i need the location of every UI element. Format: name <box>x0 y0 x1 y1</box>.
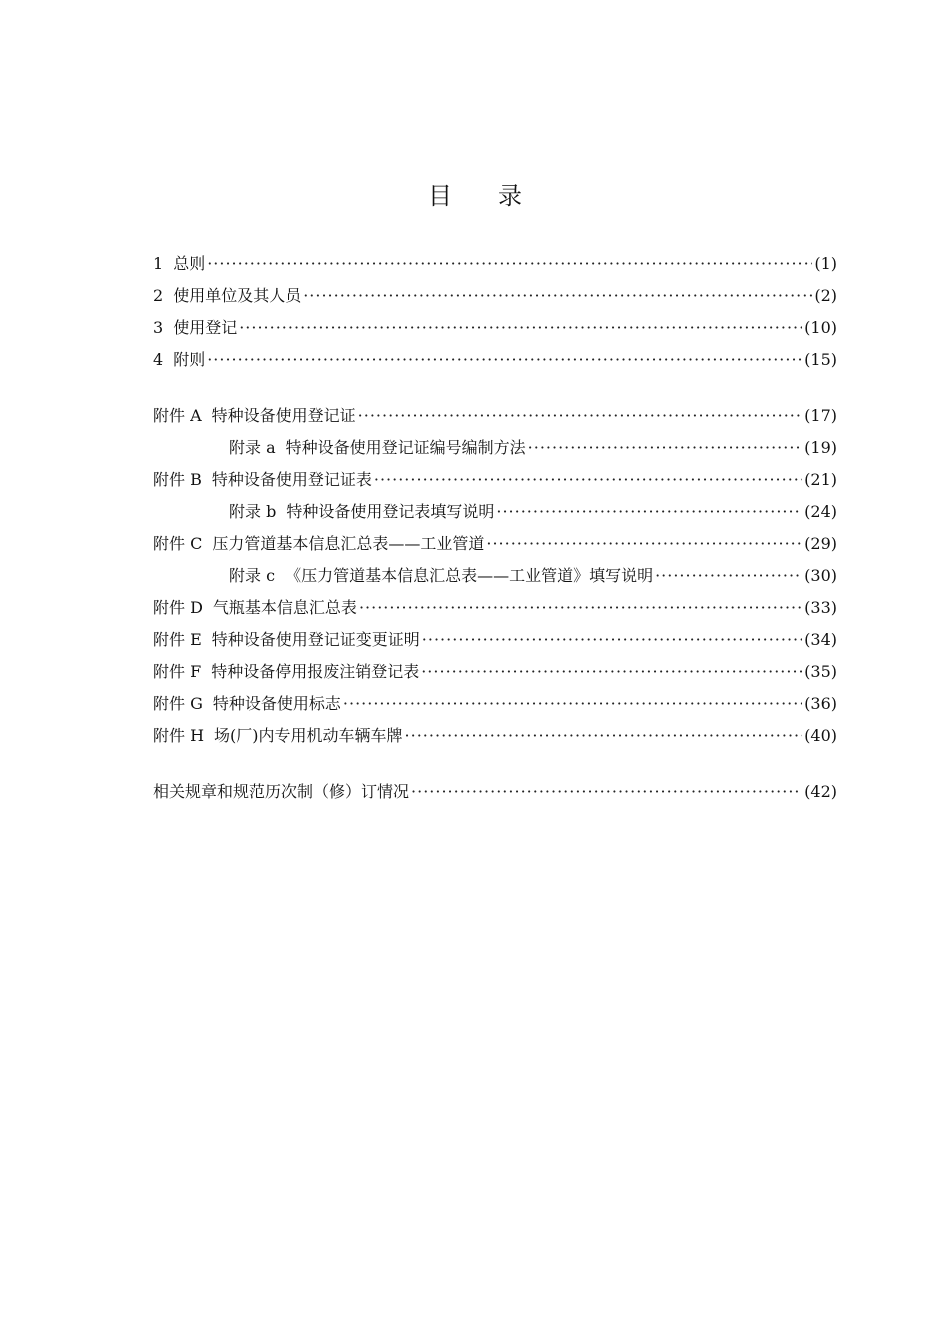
toc-entry-prefix: 附录 b <box>229 502 277 521</box>
toc-entry-prefix: 附件 D <box>153 598 203 617</box>
toc-entry-page: (1) <box>814 254 837 273</box>
dot-leader <box>486 528 802 560</box>
toc-entry-appendix-b[interactable] <box>153 496 837 528</box>
toc-entry-label: 特种设备使用登记证 <box>211 406 356 425</box>
dot-leader <box>303 280 812 312</box>
toc-entry-page: (15) <box>804 350 837 369</box>
dot-leader <box>239 312 802 344</box>
dot-leader <box>496 496 802 528</box>
dot-leader <box>207 344 802 376</box>
dot-leader <box>343 688 802 720</box>
toc-entry-annex-d[interactable] <box>153 592 837 624</box>
dot-leader <box>411 776 802 808</box>
toc-entry-label: 相关规章和规范历次制（修）订情况 <box>153 782 410 801</box>
toc-entry-label: 特种设备使用登记证变更证明 <box>211 630 420 649</box>
toc-entry-label: 场(厂)内专用机动车辆车牌 <box>214 726 403 745</box>
toc-entry-page: (19) <box>804 438 837 457</box>
page-title <box>0 178 950 214</box>
toc-entry-prefix: 附件 H <box>153 726 205 745</box>
dot-leader <box>528 432 803 464</box>
dot-leader <box>358 400 802 432</box>
toc-entry-annex-f[interactable] <box>153 656 837 688</box>
toc-entry-page: (17) <box>804 406 837 425</box>
toc-entry-label: 《压力管道基本信息汇总表——工业管道》填写说明 <box>285 566 654 585</box>
toc-entry-annex-b[interactable] <box>153 464 837 496</box>
toc-entry-number: 4 <box>153 350 164 369</box>
toc-entry-chapter-3[interactable] <box>153 312 837 344</box>
toc-entry-prefix: 附录 c <box>229 566 276 585</box>
toc-entry-prefix: 附件 C <box>153 534 203 553</box>
toc-entry-prefix: 附录 a <box>229 438 276 457</box>
toc-entry-page: (29) <box>804 534 837 553</box>
title-char-left: 目 <box>428 182 452 210</box>
table-of-contents <box>153 248 837 808</box>
toc-entry-page: (40) <box>804 726 837 745</box>
title-char-right: 录 <box>498 182 522 210</box>
toc-entry-prefix: 附件 G <box>153 694 203 713</box>
toc-entry-history[interactable] <box>153 776 837 808</box>
toc-entry-label: 特种设备使用登记证编号编制方法 <box>285 438 526 457</box>
toc-entry-label: 压力管道基本信息汇总表——工业管道 <box>212 534 485 553</box>
dot-leader <box>207 248 812 280</box>
toc-entry-label: 特种设备停用报废注销登记表 <box>211 662 420 681</box>
toc-entry-page: (24) <box>804 502 837 521</box>
toc-entry-page: (34) <box>804 630 837 649</box>
toc-entry-annex-g[interactable] <box>153 688 837 720</box>
dot-leader <box>422 624 802 656</box>
toc-entry-number: 3 <box>153 318 164 337</box>
toc-entry-prefix: 附件 E <box>153 630 202 649</box>
toc-entry-annex-a[interactable] <box>153 400 837 432</box>
toc-entry-label: 总则 <box>173 254 206 273</box>
toc-entry-page: (36) <box>804 694 837 713</box>
toc-entry-label: 附则 <box>173 350 206 369</box>
dot-leader <box>655 560 802 592</box>
toc-entry-annex-h[interactable] <box>153 720 837 752</box>
section-spacer <box>153 376 837 400</box>
toc-entry-appendix-c[interactable] <box>153 560 837 592</box>
toc-entry-page: (30) <box>804 566 837 585</box>
toc-entry-page: (33) <box>804 598 837 617</box>
toc-entry-annex-e[interactable] <box>153 624 837 656</box>
toc-entry-chapter-1[interactable] <box>153 248 837 280</box>
toc-entry-page: (2) <box>814 286 837 305</box>
toc-entry-label: 特种设备使用标志 <box>212 694 341 713</box>
toc-entry-chapter-2[interactable] <box>153 280 837 312</box>
toc-entry-page: (21) <box>804 470 837 489</box>
toc-entry-prefix: 附件 A <box>153 406 202 425</box>
toc-entry-label: 气瓶基本信息汇总表 <box>212 598 357 617</box>
toc-entry-prefix: 附件 B <box>153 470 202 489</box>
toc-entry-number: 1 <box>153 254 164 273</box>
toc-entry-chapter-4[interactable] <box>153 344 837 376</box>
dot-leader <box>405 720 803 752</box>
dot-leader <box>359 592 802 624</box>
toc-entry-page: (10) <box>804 318 837 337</box>
section-spacer <box>153 752 837 776</box>
toc-entry-prefix: 附件 F <box>153 662 202 681</box>
dot-leader <box>421 656 802 688</box>
toc-entry-label: 使用单位及其人员 <box>173 286 302 305</box>
toc-entry-page: (35) <box>804 662 837 681</box>
toc-entry-appendix-a[interactable] <box>153 432 837 464</box>
toc-entry-label: 特种设备使用登记证表 <box>211 470 372 489</box>
toc-entry-number: 2 <box>153 286 164 305</box>
dot-leader <box>374 464 802 496</box>
toc-entry-label: 使用登记 <box>173 318 238 337</box>
toc-entry-page: (42) <box>804 782 837 801</box>
toc-entry-label: 特种设备使用登记表填写说明 <box>286 502 495 521</box>
toc-entry-annex-c[interactable] <box>153 528 837 560</box>
